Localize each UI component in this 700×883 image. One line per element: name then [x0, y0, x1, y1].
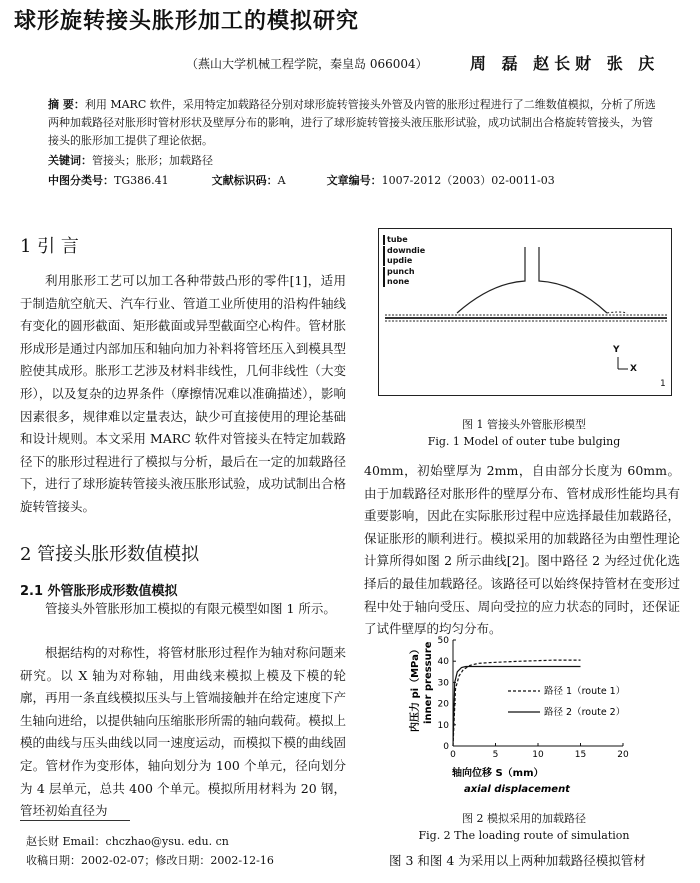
received-dates: 收稿日期：2002-02-07；修改日期：2002-12-16 — [26, 854, 274, 867]
die-profile — [457, 247, 607, 313]
chart-xlabel-cn: 轴向位移 S（mm） — [452, 768, 544, 779]
legend-label: tube — [387, 235, 408, 244]
affiliation: （燕山大学机械工程学院，秦皇岛 066004） — [186, 57, 428, 71]
doc-code-label: 文献标识码： — [211, 174, 278, 187]
chart-ylabel-cn: 内压力 pi（MPa） — [410, 644, 421, 732]
figure-2-chart — [378, 628, 678, 808]
article-number-label: 文章编号： — [326, 174, 382, 187]
legend-label: updie — [387, 256, 413, 265]
axis-x-label: X — [630, 364, 637, 374]
paper-title: 球形旋转接头胀形加工的模拟研究 — [14, 9, 360, 34]
keywords-text: 管接头；胀形；加载路径 — [92, 154, 213, 167]
x-tick-label: 10 — [532, 750, 544, 760]
doc-code-value: A — [277, 174, 286, 187]
bulge-arc — [607, 312, 627, 313]
chart-ylabel-en: inner pressure — [423, 641, 434, 724]
y-tick-label: 30 — [437, 678, 449, 689]
keywords — [48, 152, 213, 168]
y-tick-label: 50 — [437, 636, 449, 646]
figure-1-caption-cn: 图 1 管接头外管胀形模型 — [462, 418, 586, 431]
y-tick-label: 40 — [437, 657, 449, 668]
subsection-2-1-paragraph-2: 根据结构的对称性，将管材胀形过程作为轴对称问题来研究。以 X 轴为对称轴，用曲线来模拟上模及下模的轮廓，再用一条直线模拟压头与上管端接触并在给定速度下产生轴向进给，以提供轴向压缩胀形所需的轴向载荷。模拟上模的曲线与压头曲线以同一速度运动，而模拟下模的曲线固定。管材作为变形体，轴向划分为 100 个单元，径向划分为 4 层单元，总共 400 个单元。模拟所用材料为 20 钢，管坯初始直径为 — [20, 645, 346, 819]
x-tick-label: 5 — [492, 750, 499, 760]
chart-xlabel-en: axial displacement — [464, 784, 570, 795]
y-tick-label: 0 — [443, 742, 449, 752]
frame-number: 1 — [660, 379, 666, 389]
legend-label: downdie — [387, 245, 426, 255]
axis-y-label: Y — [613, 345, 620, 355]
abstract-label: 摘 要： — [48, 98, 85, 111]
keywords-label: 关键词： — [48, 154, 92, 167]
chart-legend — [508, 685, 625, 718]
footnote-rule — [20, 820, 130, 821]
y-tick-label: 10 — [437, 720, 449, 731]
right-column-paragraph-2: 图 3 和图 4 为采用以上两种加载路径模拟管材 — [389, 853, 646, 868]
legend-label: none — [387, 277, 410, 286]
x-tick-label: 20 — [617, 750, 629, 760]
right-column-paragraph-1: 40mm，初始壁厚为 2mm，自由部分长度为 60mm。由于加载路径对胀形件的壁厚分布、管材成形性能均具有重要影响，因此在实际胀形过程中应选择最佳加载路径，保证胀形的顺利进行。模拟采用的加载路径为由塑性理论计算所得如图 2 所示曲线[2]。图中路径 2 为经过优化选择后的最佳加载路径。该路径可以始终保持管材在变形过程中处于轴向受压、周向受拉的应力状态的同时，还保证了试件壁厚的均匀分布。 — [364, 463, 680, 637]
section-1-heading: 1 引 言 — [20, 236, 79, 257]
legend-label: punch — [387, 266, 415, 276]
abstract — [48, 96, 662, 150]
clc-label: 中图分类号： — [48, 174, 114, 187]
legend-label-route-2: 路径 2（route 2） — [544, 707, 626, 718]
article-number-value: 1007-2012（2003）02-0011-03 — [381, 174, 555, 187]
x-tick-label: 15 — [574, 750, 587, 760]
subsection-2-1-heading: 2.1 外管胀形成形数值模拟 — [20, 584, 178, 599]
abstract-text: 利用 MARC 软件，采用特定加载路径分别对球形旋转管接头外管及内管的胀形过程进行了二维数值模拟，分析了所选两种加载路径对胀形时管材形状及壁厚分布的影响，进行了球形旋转管接头液压胀形试验，成功试制出合格旋转管接头，为管接头的胀形加工提供了理论依据。 — [48, 98, 656, 147]
section-2-heading: 2 管接头胀形数值模拟 — [20, 544, 200, 565]
y-tick-label: 20 — [437, 699, 449, 710]
figure-2-caption-cn: 图 2 模拟采用的加载路径 — [462, 812, 586, 825]
section-1-paragraph: 利用胀形工艺可以加工各种带鼓凸形的零件[1]，适用于制造航空航天、汽车行业、管道工业所使用的沿构件轴线有变化的圆形截面、矩形截面或异型截面空心构件。管材胀形成形是通过内部加压和轴向加力补料将管坯压入到模具型腔使其成形。胀形工艺涉及材料非线性，几何非线性（大变形），以及复杂的边界条件（摩擦情况难以准确描述），影响因素很多，规律难以定量表达，缺少可直接使用的理论基础和设计规则。本文采用 MARC 软件对管接头在特定加载路径下的胀形过程进行了模拟与分析，最后在一定的加载路径下，进行了球形旋转管接头液压胀形试验，成功试制出合格旋转管接头。 — [20, 273, 346, 514]
authors: 周 磊 赵长财 张 庆 — [470, 54, 660, 73]
figure-1-model — [378, 228, 672, 396]
author-email: 赵长财 Email：chczhao@ysu. edu. cn — [26, 835, 229, 848]
chart-series — [453, 660, 581, 746]
figure-1-drawing — [379, 229, 671, 395]
legend-label-route-1: 路径 1（route 1） — [544, 686, 626, 697]
classification — [48, 172, 555, 188]
chart-ticks — [438, 636, 629, 760]
figure-1-caption-en: Fig. 1 Model of outer tube bulging — [427, 435, 621, 448]
series-line-route-1 — [453, 660, 581, 746]
figure-2-caption-en: Fig. 2 The loading route of simulation — [418, 829, 630, 842]
subsection-2-1-paragraph-1: 管接头外管胀形加工模拟的有限元模型如图 1 所示。 — [45, 601, 336, 616]
x-tick-label: 0 — [450, 750, 456, 760]
clc-value: TG386.41 — [114, 174, 169, 187]
